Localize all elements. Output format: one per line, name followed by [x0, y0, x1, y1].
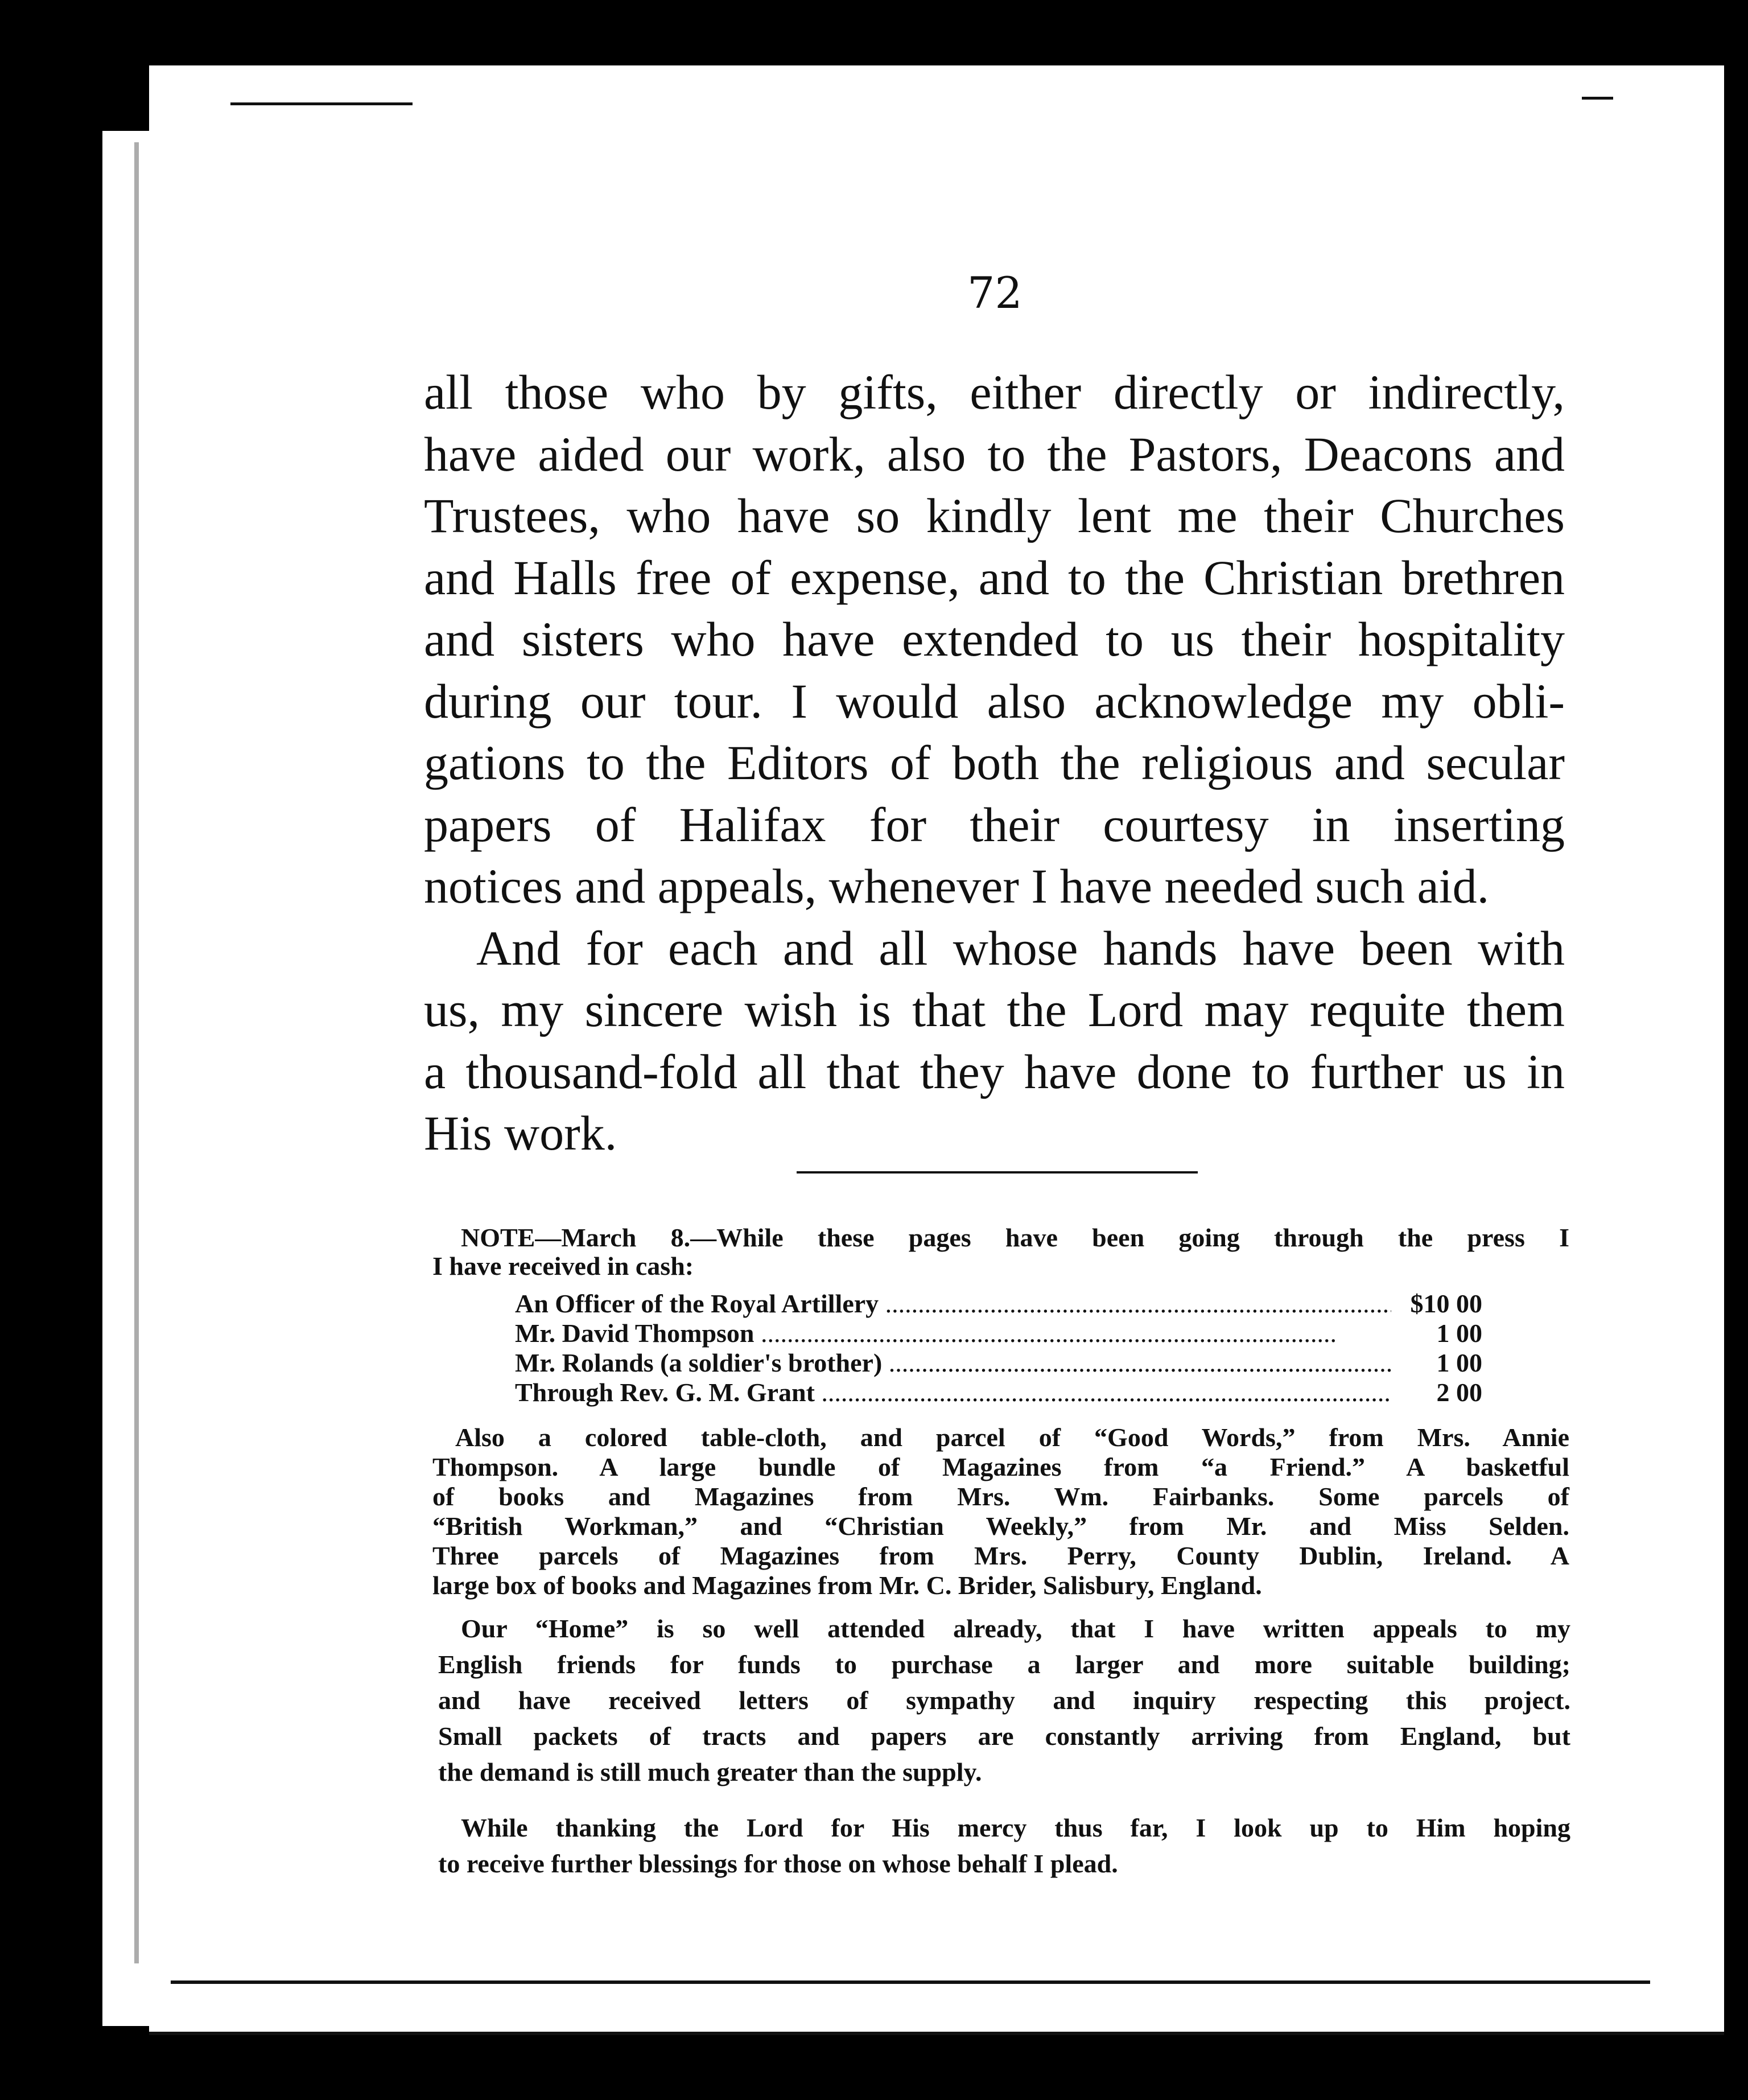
gifts-line: large box of books and Magazines from Mr. C. Brider, Salisbury, England. [432, 1571, 1262, 1600]
body-line: papers of Halifax for their courtesy in inserting [424, 797, 1565, 852]
body-line: and Halls free of expense, and to the Christian brethren [424, 550, 1565, 605]
note-line: I have received in cash: [432, 1251, 694, 1280]
gifts-line: of books and Magazines from Mrs. Wm. Fairbanks. Some parcels of [432, 1482, 1569, 1511]
closing-paragraph [438, 1810, 1570, 1881]
home-line: the demand is still much greater than the supply. [438, 1757, 982, 1786]
donation-amount: $10 00 [1410, 1289, 1482, 1318]
scan-artifact [134, 142, 139, 1963]
donor-name: Mr. David Thompson ..... [515, 1319, 1391, 1348]
donation-row [515, 1319, 1482, 1348]
section-divider [797, 1171, 1198, 1173]
body-line: notices and appeals, whenever I have needed such aid. [424, 859, 1490, 913]
note-line: NOTE—March 8.—While these pages have been going through the press I [461, 1223, 1569, 1252]
body-line: during our tour. I would also acknowledge my obli- [424, 673, 1565, 728]
home-line: English friends for funds to purchase a larger and more suitable building; [438, 1650, 1570, 1679]
body-line: gations to the Editors of both the religious and secular [424, 735, 1565, 790]
body-text [424, 361, 1565, 1164]
gifts-paragraph [432, 1423, 1569, 1600]
donation-row [515, 1378, 1482, 1407]
gifts-line: “British Workman,” and “Christian Weekly,” from Mr. and Miss Selden. [432, 1512, 1569, 1541]
body-line: His work. [424, 1106, 617, 1160]
gifts-line: Three parcels of Magazines from Mrs. Perry, County Dublin, Ireland. A [432, 1541, 1569, 1570]
body-line: us, my sincere wish is that the Lord may requite them [424, 982, 1565, 1037]
body-line: all those who by gifts, either directly or indirectly, [424, 365, 1565, 419]
donation-amount: 2 00 [1436, 1378, 1482, 1407]
body-line: And for each and all whose hands have been with [476, 920, 1565, 975]
note-heading [432, 1224, 1569, 1280]
body-line: and sisters who have extended to us their hospitality [424, 612, 1565, 666]
home-line: Small packets of tracts and papers are constantly arriving from England, but [438, 1722, 1570, 1751]
donor-name: Through Rev. G. M. Grant ..... [515, 1378, 1391, 1407]
closing-line: to receive further blessings for those on whose behalf I plead. [438, 1849, 1118, 1878]
donation-amount: 1 00 [1436, 1348, 1482, 1377]
gifts-line: Thompson. A large bundle of Magazines from “a Friend.” A basketful [432, 1452, 1569, 1481]
home-paragraph [438, 1611, 1570, 1790]
donation-row [515, 1289, 1482, 1319]
gifts-line: Also a colored table-cloth, and parcel of “Good Words,” from Mrs. Annie [455, 1423, 1569, 1452]
scan-artifact [1582, 97, 1613, 100]
donation-row [515, 1348, 1482, 1378]
donor-name: An Officer of the Royal Artillery ..... [515, 1289, 1391, 1319]
page-edge-left [102, 131, 154, 2026]
scan-artifact [230, 102, 413, 105]
donation-list [515, 1289, 1482, 1407]
home-line: Our “Home” is so well attended already, that I have written appeals to my [461, 1614, 1570, 1643]
donor-name: Mr. Rolands (a soldier's brother) ..... [515, 1348, 1391, 1378]
body-line: Trustees, who have so kindly lent me their Churches [424, 488, 1565, 543]
page-number: 72 [967, 267, 1023, 318]
donation-amount: 1 00 [1436, 1319, 1482, 1348]
page-edge-bottom [149, 1992, 1724, 2035]
closing-line: While thanking the Lord for His mercy thus far, I look up to Him hoping [461, 1813, 1570, 1842]
body-line: have aided our work, also to the Pastors, Deacons and [424, 426, 1565, 481]
body-line: a thousand-fold all that they have done to further us in [424, 1044, 1565, 1099]
scan-artifact [171, 1980, 1650, 1984]
home-line: and have received letters of sympathy and inquiry respecting this project. [438, 1686, 1570, 1715]
